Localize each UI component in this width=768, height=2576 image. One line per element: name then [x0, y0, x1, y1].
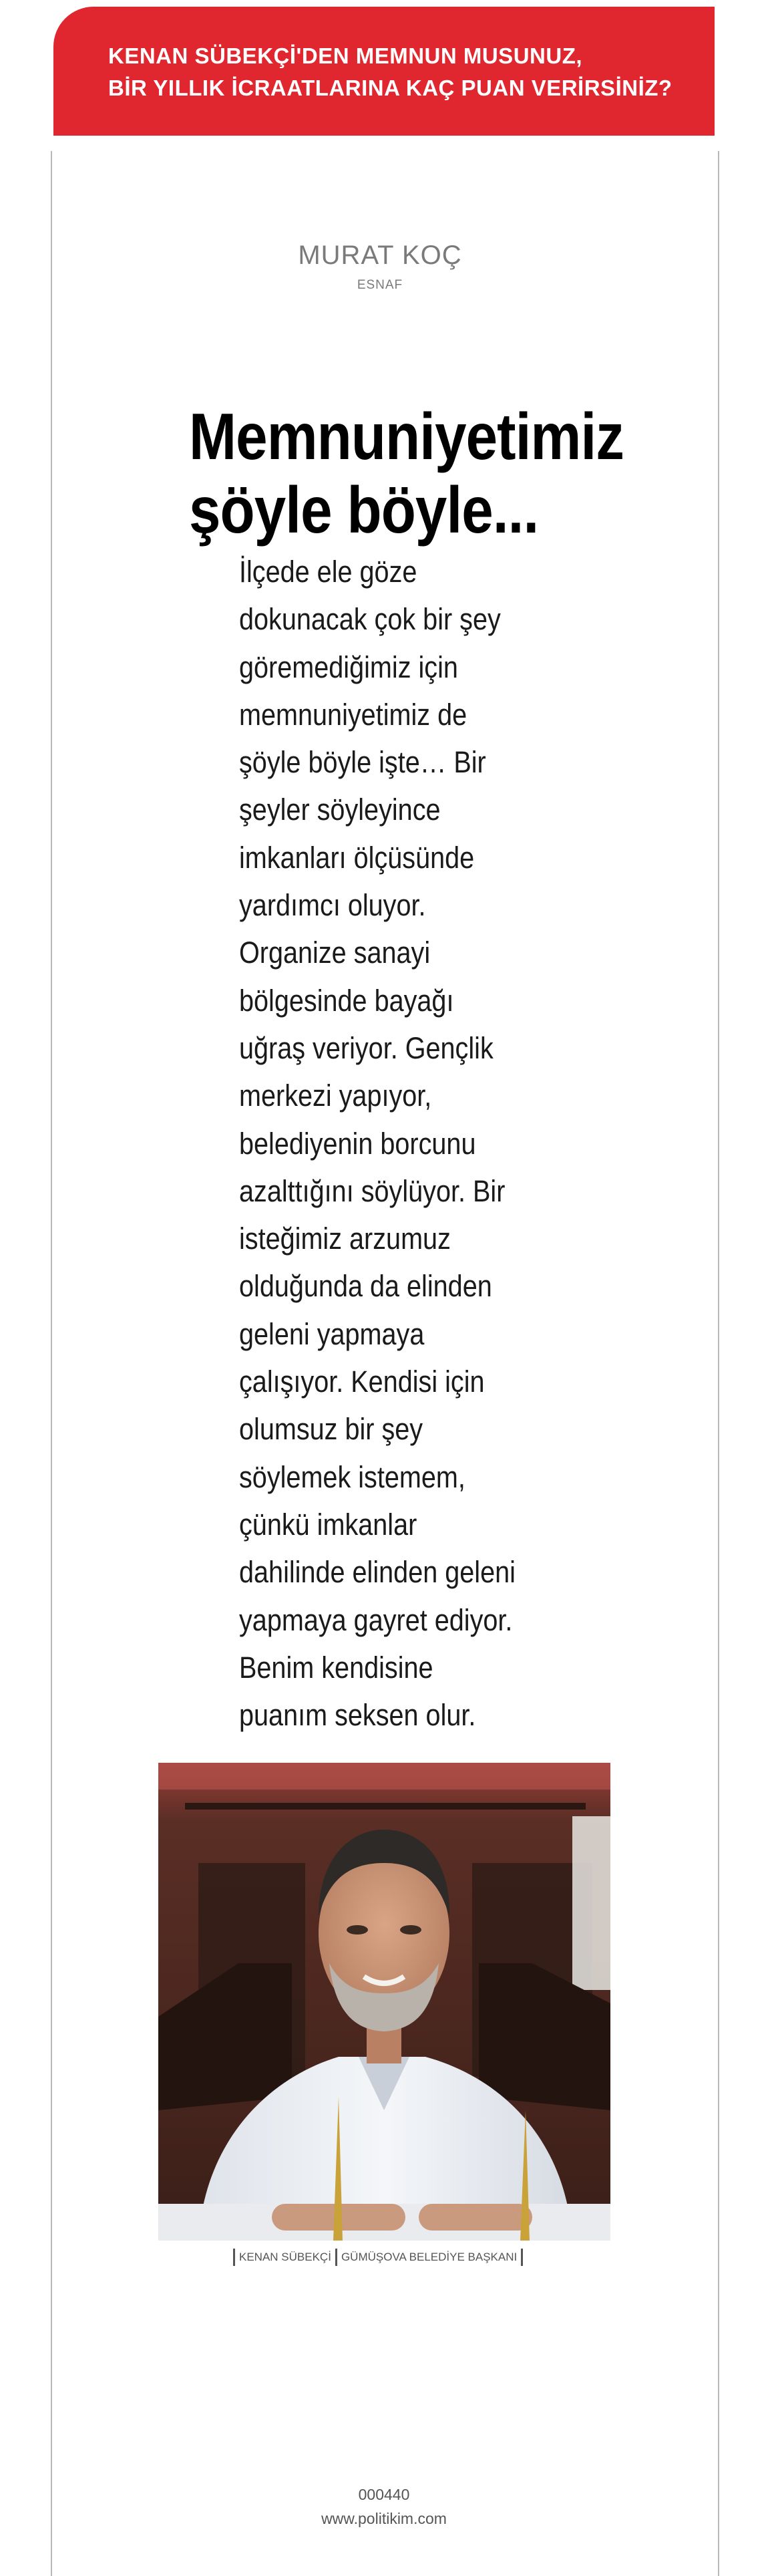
body-line: olduğunda da elinden: [239, 1269, 492, 1304]
author-role: ESNAF: [357, 278, 403, 292]
body-line: bölgesinde bayağı: [239, 983, 454, 1018]
banner-line-2: BİR YILLIK İCRAATLARINA KAÇ PUAN VERİRSİNİZ?: [108, 76, 673, 100]
body-line: şöyle böyle işte… Bir: [239, 745, 486, 780]
caption-divider: [335, 2249, 337, 2266]
body-line: söylemek istemem,: [239, 1459, 465, 1494]
portrait-photo: [158, 1763, 610, 2241]
caption-title: GÜMÜŞOVA BELEDİYE BAŞKANI: [341, 2251, 518, 2263]
body-line: geleni yapmaya: [239, 1316, 425, 1351]
body-line: İlçede ele göze: [239, 555, 417, 589]
page-id: 000440: [358, 2486, 410, 2503]
body-line: belediyenin borcunu: [239, 1126, 476, 1161]
body-line: dahilinde elinden geleni: [239, 1555, 516, 1590]
body-line: uğraş veriyor. Gençlik: [239, 1030, 494, 1065]
caption-divider: [521, 2249, 523, 2266]
body-line: çalışıyor. Kendisi için: [239, 1365, 485, 1399]
body-line: merkezi yapıyor,: [239, 1079, 432, 1113]
headline: [189, 400, 624, 547]
body-line: yapmaya gayret ediyor.: [239, 1602, 513, 1637]
body-line: Benim kendisine: [239, 1650, 433, 1685]
body-line: isteğimiz arzumuz: [239, 1222, 451, 1256]
banner-line-1: KENAN SÜBEKÇİ'DEN MEMNUN MUSUNUZ,: [108, 43, 583, 68]
body-line: Organize sanayi: [239, 936, 431, 970]
author-name: MURAT KOÇ: [298, 241, 462, 270]
body-line: şeyler söyleyince: [239, 793, 441, 827]
caption-name: KENAN SÜBEKÇİ: [239, 2251, 331, 2263]
frame-border-right: [718, 151, 719, 2576]
body-line: memnuniyetimiz de: [239, 697, 467, 732]
body-line: olumsuz bir şey: [239, 1412, 423, 1447]
body-line: dokunacak çok bir şey: [239, 602, 501, 637]
body-line: yardımcı oluyor.: [239, 888, 426, 923]
headline-line-1: Memnuniyetimiz: [189, 400, 624, 473]
photo-caption: [229, 2249, 527, 2266]
frame-border-left: [51, 151, 52, 2576]
body-line: çünkü imkanlar: [239, 1507, 417, 1542]
site-url[interactable]: www.politikim.com: [321, 2510, 447, 2527]
body-line: azalttığını söylüyor. Bir: [239, 1173, 506, 1208]
article-body: [239, 548, 545, 1739]
caption-divider: [233, 2249, 235, 2266]
question-banner: [53, 7, 715, 136]
headline-line-2: şöyle böyle...: [189, 473, 539, 547]
body-line: göremediğimiz için: [239, 650, 458, 684]
body-line: puanım seksen olur.: [239, 1698, 476, 1733]
body-line: imkanları ölçüsünde: [239, 840, 475, 875]
